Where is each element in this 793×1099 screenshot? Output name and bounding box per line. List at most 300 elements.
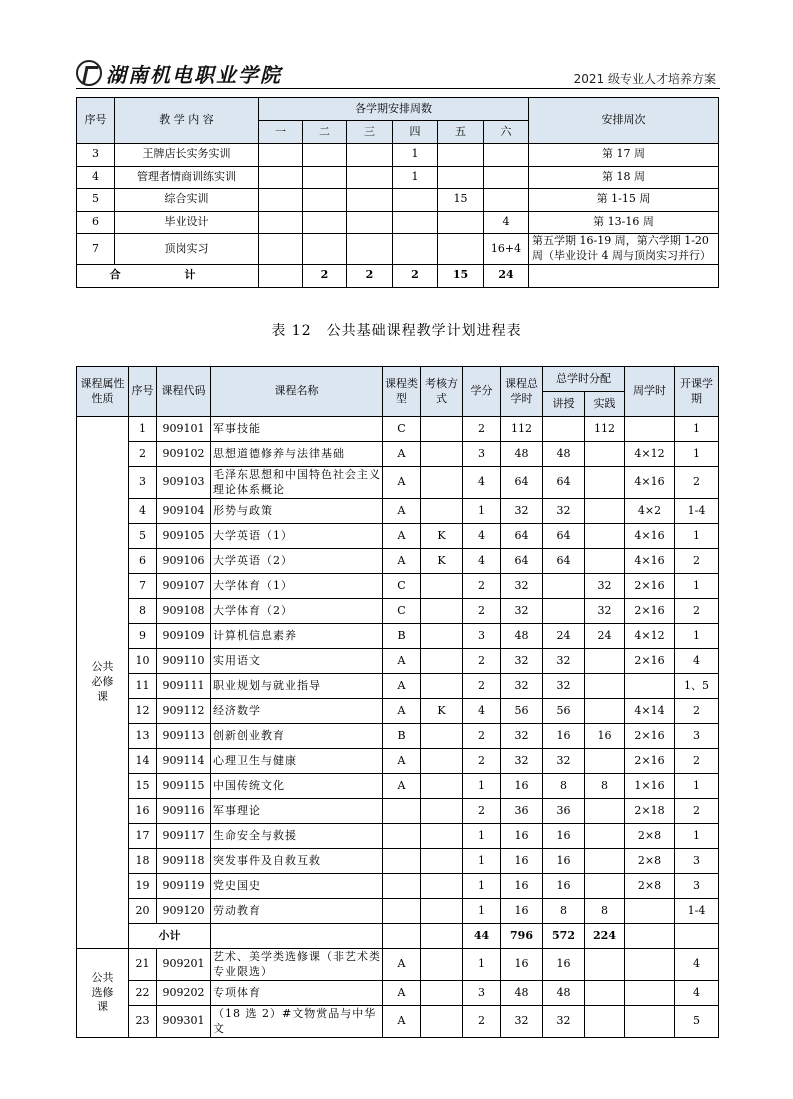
row-practice xyxy=(585,824,625,849)
row-lecture: 64 xyxy=(543,524,585,549)
row-total-hours: 16 xyxy=(501,949,543,981)
row-exam xyxy=(421,724,463,749)
table-caption: 表 12 公共基础课程教学计划进程表 xyxy=(271,323,522,339)
document-title: 2021 级专业人才培养方案 xyxy=(573,72,716,86)
header-term-6: 六 xyxy=(484,121,529,144)
row-credit: 2 xyxy=(463,1006,501,1038)
row-term-weeks xyxy=(347,166,393,189)
table-row xyxy=(77,574,719,599)
row-practice xyxy=(585,442,625,467)
row-practice xyxy=(585,849,625,874)
row-total-hours: 16 xyxy=(501,899,543,924)
total-term-1 xyxy=(259,265,303,288)
row-type: A xyxy=(383,981,421,1006)
row-total-hours: 32 xyxy=(501,724,543,749)
header-code: 课程代码 xyxy=(157,367,211,417)
row-lecture: 48 xyxy=(543,981,585,1006)
table-total-row xyxy=(77,265,719,288)
row-seq: 10 xyxy=(129,649,157,674)
row-total-hours: 16 xyxy=(501,874,543,899)
table-row xyxy=(77,549,719,574)
header-term-5: 五 xyxy=(438,121,484,144)
row-course-name: 生命安全与救援 xyxy=(211,824,383,849)
row-term: 2 xyxy=(675,599,719,624)
row-seq: 3 xyxy=(129,467,157,499)
table-row xyxy=(77,724,719,749)
table-row xyxy=(77,166,719,189)
row-lecture: 8 xyxy=(543,899,585,924)
table-row xyxy=(77,774,719,799)
row-course-name: 计算机信息素养 xyxy=(211,624,383,649)
row-credit: 3 xyxy=(463,981,501,1006)
row-code: 909108 xyxy=(157,599,211,624)
row-seq: 7 xyxy=(129,574,157,599)
row-seq: 21 xyxy=(129,949,157,981)
row-type: C xyxy=(383,417,421,442)
row-exam: K xyxy=(421,549,463,574)
row-type: A xyxy=(383,549,421,574)
table-row xyxy=(77,799,719,824)
table-row xyxy=(77,899,719,924)
row-code: 909201 xyxy=(157,949,211,981)
row-weekly xyxy=(625,417,675,442)
row-term: 1 xyxy=(675,524,719,549)
row-credit: 2 xyxy=(463,674,501,699)
row-seq: 13 xyxy=(129,724,157,749)
row-credit: 1 xyxy=(463,849,501,874)
row-seq: 20 xyxy=(129,899,157,924)
row-practice xyxy=(585,1006,625,1038)
row-credit: 2 xyxy=(463,749,501,774)
subtotal-weekly xyxy=(625,924,675,949)
row-schedule: 第 13-16 周 xyxy=(529,211,719,234)
table-row xyxy=(77,981,719,1006)
row-seq: 7 xyxy=(77,234,115,265)
row-practice: 32 xyxy=(585,599,625,624)
row-credit: 1 xyxy=(463,874,501,899)
row-practice: 8 xyxy=(585,899,625,924)
row-course-name: 职业规划与就业指导 xyxy=(211,674,383,699)
row-lecture: 16 xyxy=(543,849,585,874)
row-exam xyxy=(421,499,463,524)
row-exam xyxy=(421,1006,463,1038)
header-seq: 序号 xyxy=(77,98,115,144)
row-weekly: 2×16 xyxy=(625,724,675,749)
row-term-weeks xyxy=(259,189,303,212)
row-practice xyxy=(585,799,625,824)
row-credit: 4 xyxy=(463,467,501,499)
row-term-weeks: 1 xyxy=(393,166,438,189)
header-term-4: 四 xyxy=(393,121,438,144)
row-practice xyxy=(585,949,625,981)
row-exam xyxy=(421,624,463,649)
row-code: 909116 xyxy=(157,799,211,824)
row-credit: 3 xyxy=(463,442,501,467)
row-type: A xyxy=(383,1006,421,1038)
table-row xyxy=(77,599,719,624)
row-seq: 2 xyxy=(129,442,157,467)
row-lecture: 64 xyxy=(543,467,585,499)
row-exam xyxy=(421,899,463,924)
row-lecture: 48 xyxy=(543,442,585,467)
header-term-2: 二 xyxy=(303,121,347,144)
row-credit: 2 xyxy=(463,724,501,749)
row-total-hours: 16 xyxy=(501,849,543,874)
row-seq: 5 xyxy=(129,524,157,549)
row-type: A xyxy=(383,649,421,674)
row-exam xyxy=(421,849,463,874)
row-course-name: 中国传统文化 xyxy=(211,774,383,799)
row-type: B xyxy=(383,624,421,649)
subtotal-name xyxy=(211,924,383,949)
row-total-hours: 36 xyxy=(501,799,543,824)
row-weekly xyxy=(625,899,675,924)
row-practice: 24 xyxy=(585,624,625,649)
row-practice xyxy=(585,549,625,574)
table-row xyxy=(77,417,719,442)
row-practice xyxy=(585,674,625,699)
row-total-hours: 64 xyxy=(501,524,543,549)
subtotal-practice: 224 xyxy=(585,924,625,949)
row-lecture: 36 xyxy=(543,799,585,824)
row-code: 909119 xyxy=(157,874,211,899)
row-credit: 1 xyxy=(463,824,501,849)
table-row xyxy=(77,234,719,265)
school-logo xyxy=(76,58,282,88)
table-row xyxy=(77,674,719,699)
subtotal-label: 小计 xyxy=(129,924,211,949)
row-term-weeks xyxy=(303,189,347,212)
row-term-weeks xyxy=(484,144,529,167)
row-seq: 3 xyxy=(77,144,115,167)
row-course-name: 大学英语（2） xyxy=(211,549,383,574)
row-code: 909111 xyxy=(157,674,211,699)
row-weekly: 2×8 xyxy=(625,849,675,874)
row-exam xyxy=(421,574,463,599)
row-practice xyxy=(585,467,625,499)
row-course-name: 军事理论 xyxy=(211,799,383,824)
row-practice: 16 xyxy=(585,724,625,749)
row-seq: 18 xyxy=(129,849,157,874)
school-emblem-icon xyxy=(76,60,102,86)
row-exam xyxy=(421,774,463,799)
row-term: 3 xyxy=(675,874,719,899)
row-total-hours: 32 xyxy=(501,574,543,599)
row-term-weeks xyxy=(259,234,303,265)
row-lecture: 32 xyxy=(543,649,585,674)
row-term-weeks: 15 xyxy=(438,189,484,212)
row-total-hours: 48 xyxy=(501,624,543,649)
header-total-hours: 课程总学时 xyxy=(501,367,543,417)
row-seq: 6 xyxy=(129,549,157,574)
row-course-name: 经济数学 xyxy=(211,699,383,724)
total-label: 合 计 xyxy=(77,265,259,288)
row-code: 909112 xyxy=(157,699,211,724)
row-exam xyxy=(421,467,463,499)
row-course-name: 形势与政策 xyxy=(211,499,383,524)
row-term: 5 xyxy=(675,1006,719,1038)
row-term-weeks xyxy=(347,189,393,212)
row-total-hours: 32 xyxy=(501,674,543,699)
row-weekly: 4×12 xyxy=(625,442,675,467)
row-term-weeks xyxy=(259,144,303,167)
row-course-name: 实用语文 xyxy=(211,649,383,674)
row-type xyxy=(383,824,421,849)
row-practice xyxy=(585,649,625,674)
row-practice xyxy=(585,699,625,724)
row-lecture xyxy=(543,417,585,442)
total-term-6: 24 xyxy=(484,265,529,288)
row-total-hours: 48 xyxy=(501,981,543,1006)
table-row xyxy=(77,749,719,774)
row-weekly: 2×16 xyxy=(625,649,675,674)
row-practice: 32 xyxy=(585,574,625,599)
row-code: 909202 xyxy=(157,981,211,1006)
row-term: 1 xyxy=(675,624,719,649)
total-schedule xyxy=(529,265,719,288)
table-row xyxy=(77,624,719,649)
table-row xyxy=(77,874,719,899)
table-row xyxy=(77,849,719,874)
table-row xyxy=(77,949,719,981)
school-logo-text: 湖南机电职业学院 xyxy=(106,63,282,87)
row-type xyxy=(383,874,421,899)
table-row xyxy=(77,699,719,724)
row-total-hours: 32 xyxy=(501,599,543,624)
row-course-name: 军事技能 xyxy=(211,417,383,442)
row-weekly: 2×8 xyxy=(625,874,675,899)
row-term-weeks xyxy=(303,166,347,189)
row-lecture: 32 xyxy=(543,1006,585,1038)
row-credit: 1 xyxy=(463,899,501,924)
row-term: 4 xyxy=(675,981,719,1006)
row-lecture: 16 xyxy=(543,824,585,849)
subtotal-hours: 796 xyxy=(501,924,543,949)
header-content: 教 学 内 容 xyxy=(115,98,259,144)
row-term-weeks xyxy=(393,189,438,212)
row-lecture: 24 xyxy=(543,624,585,649)
row-weekly: 4×12 xyxy=(625,624,675,649)
row-course-name: 专项体育 xyxy=(211,981,383,1006)
header-exam: 考核方式 xyxy=(421,367,463,417)
row-seq: 17 xyxy=(129,824,157,849)
row-type xyxy=(383,849,421,874)
row-lecture: 32 xyxy=(543,499,585,524)
row-term: 2 xyxy=(675,749,719,774)
row-code: 909107 xyxy=(157,574,211,599)
row-weekly: 2×8 xyxy=(625,824,675,849)
row-total-hours: 32 xyxy=(501,649,543,674)
table-row xyxy=(77,649,719,674)
row-practice: 8 xyxy=(585,774,625,799)
table-row xyxy=(77,467,719,499)
category-required: 公共必修课 xyxy=(77,417,129,949)
row-term-weeks xyxy=(303,234,347,265)
row-seq: 4 xyxy=(129,499,157,524)
row-type: C xyxy=(383,599,421,624)
header-category: 课程属性性质 xyxy=(77,367,129,417)
row-exam xyxy=(421,442,463,467)
row-type: B xyxy=(383,724,421,749)
row-content: 管理者情商训练实训 xyxy=(115,166,259,189)
row-term: 1 xyxy=(675,774,719,799)
row-practice xyxy=(585,499,625,524)
row-seq: 4 xyxy=(77,166,115,189)
row-term: 1 xyxy=(675,442,719,467)
row-weekly: 4×16 xyxy=(625,549,675,574)
row-term-weeks xyxy=(393,211,438,234)
row-credit: 3 xyxy=(463,624,501,649)
row-code: 909105 xyxy=(157,524,211,549)
row-term: 2 xyxy=(675,467,719,499)
practical-training-schedule-table xyxy=(76,97,719,288)
row-course-name: 思想道德修养与法律基础 xyxy=(211,442,383,467)
total-term-2: 2 xyxy=(303,265,347,288)
row-term-weeks xyxy=(347,234,393,265)
row-lecture: 56 xyxy=(543,699,585,724)
table-row xyxy=(77,211,719,234)
row-code: 909118 xyxy=(157,849,211,874)
row-total-hours: 32 xyxy=(501,749,543,774)
row-term: 3 xyxy=(675,724,719,749)
row-type: C xyxy=(383,574,421,599)
row-code: 909113 xyxy=(157,724,211,749)
row-term: 1 xyxy=(675,574,719,599)
row-total-hours: 64 xyxy=(501,467,543,499)
header-seq: 序号 xyxy=(129,367,157,417)
row-lecture: 32 xyxy=(543,674,585,699)
subtotal-row xyxy=(77,924,719,949)
row-weekly: 2×18 xyxy=(625,799,675,824)
header-term: 开课学期 xyxy=(675,367,719,417)
page-header xyxy=(76,56,718,88)
row-type: A xyxy=(383,499,421,524)
row-type: A xyxy=(383,774,421,799)
row-code: 909104 xyxy=(157,499,211,524)
row-lecture xyxy=(543,574,585,599)
row-weekly: 1×16 xyxy=(625,774,675,799)
header-credit: 学分 xyxy=(463,367,501,417)
row-exam xyxy=(421,649,463,674)
row-seq: 9 xyxy=(129,624,157,649)
total-term-4: 2 xyxy=(393,265,438,288)
row-course-name: 突发事件及自救互救 xyxy=(211,849,383,874)
row-code: 909115 xyxy=(157,774,211,799)
row-type: A xyxy=(383,749,421,774)
public-basic-course-plan-table xyxy=(76,366,719,1038)
row-exam xyxy=(421,674,463,699)
row-total-hours: 32 xyxy=(501,1006,543,1038)
row-term-weeks xyxy=(438,211,484,234)
row-type xyxy=(383,799,421,824)
total-term-3: 2 xyxy=(347,265,393,288)
row-lecture: 64 xyxy=(543,549,585,574)
row-code: 909103 xyxy=(157,467,211,499)
row-weekly: 4×16 xyxy=(625,467,675,499)
row-schedule: 第 17 周 xyxy=(529,144,719,167)
row-term: 1、5 xyxy=(675,674,719,699)
row-exam xyxy=(421,874,463,899)
row-seq: 15 xyxy=(129,774,157,799)
row-content: 顶岗实习 xyxy=(115,234,259,265)
row-term-weeks xyxy=(303,211,347,234)
row-code: 909101 xyxy=(157,417,211,442)
table-row xyxy=(77,824,719,849)
header-weeks-group: 各学期安排周数 xyxy=(259,98,529,121)
row-term-weeks xyxy=(393,234,438,265)
row-seq: 5 xyxy=(77,189,115,212)
row-term-weeks xyxy=(347,211,393,234)
row-seq: 14 xyxy=(129,749,157,774)
row-term: 1-4 xyxy=(675,499,719,524)
row-course-name: 党史国史 xyxy=(211,874,383,899)
row-term-weeks xyxy=(259,166,303,189)
row-exam xyxy=(421,799,463,824)
row-lecture: 16 xyxy=(543,874,585,899)
row-term: 1-4 xyxy=(675,899,719,924)
row-total-hours: 16 xyxy=(501,774,543,799)
row-credit: 4 xyxy=(463,524,501,549)
row-exam xyxy=(421,824,463,849)
row-term: 2 xyxy=(675,699,719,724)
row-total-hours: 16 xyxy=(501,824,543,849)
header-schedule: 安排周次 xyxy=(529,98,719,144)
row-type: A xyxy=(383,699,421,724)
row-practice xyxy=(585,749,625,774)
row-exam xyxy=(421,981,463,1006)
row-practice xyxy=(585,874,625,899)
header-divider xyxy=(76,88,720,89)
row-credit: 2 xyxy=(463,599,501,624)
row-term-weeks xyxy=(303,144,347,167)
row-term: 1 xyxy=(675,824,719,849)
row-weekly xyxy=(625,674,675,699)
row-schedule: 第 18 周 xyxy=(529,166,719,189)
row-weekly: 2×16 xyxy=(625,599,675,624)
row-credit: 2 xyxy=(463,649,501,674)
row-lecture: 16 xyxy=(543,949,585,981)
row-term-weeks xyxy=(438,166,484,189)
row-exam: K xyxy=(421,524,463,549)
header-type: 课程类型 xyxy=(383,367,421,417)
row-exam xyxy=(421,749,463,774)
table-row xyxy=(77,499,719,524)
row-code: 909110 xyxy=(157,649,211,674)
row-course-name: 心理卫生与健康 xyxy=(211,749,383,774)
row-weekly: 2×16 xyxy=(625,574,675,599)
row-seq: 1 xyxy=(129,417,157,442)
table-row xyxy=(77,144,719,167)
row-code: 909102 xyxy=(157,442,211,467)
row-seq: 8 xyxy=(129,599,157,624)
total-term-5: 15 xyxy=(438,265,484,288)
table-row xyxy=(77,189,719,212)
header-term-1: 一 xyxy=(259,121,303,144)
row-code: 909117 xyxy=(157,824,211,849)
row-seq: 22 xyxy=(129,981,157,1006)
row-lecture: 32 xyxy=(543,749,585,774)
row-term-weeks xyxy=(347,144,393,167)
row-seq: 19 xyxy=(129,874,157,899)
header-term-3: 三 xyxy=(347,121,393,144)
row-course-name: 艺术、美学类选修课（非艺术类专业限选） xyxy=(211,949,383,981)
row-credit: 4 xyxy=(463,549,501,574)
header-name: 课程名称 xyxy=(211,367,383,417)
row-code: 909120 xyxy=(157,899,211,924)
table-row xyxy=(77,442,719,467)
row-credit: 2 xyxy=(463,574,501,599)
row-practice xyxy=(585,524,625,549)
